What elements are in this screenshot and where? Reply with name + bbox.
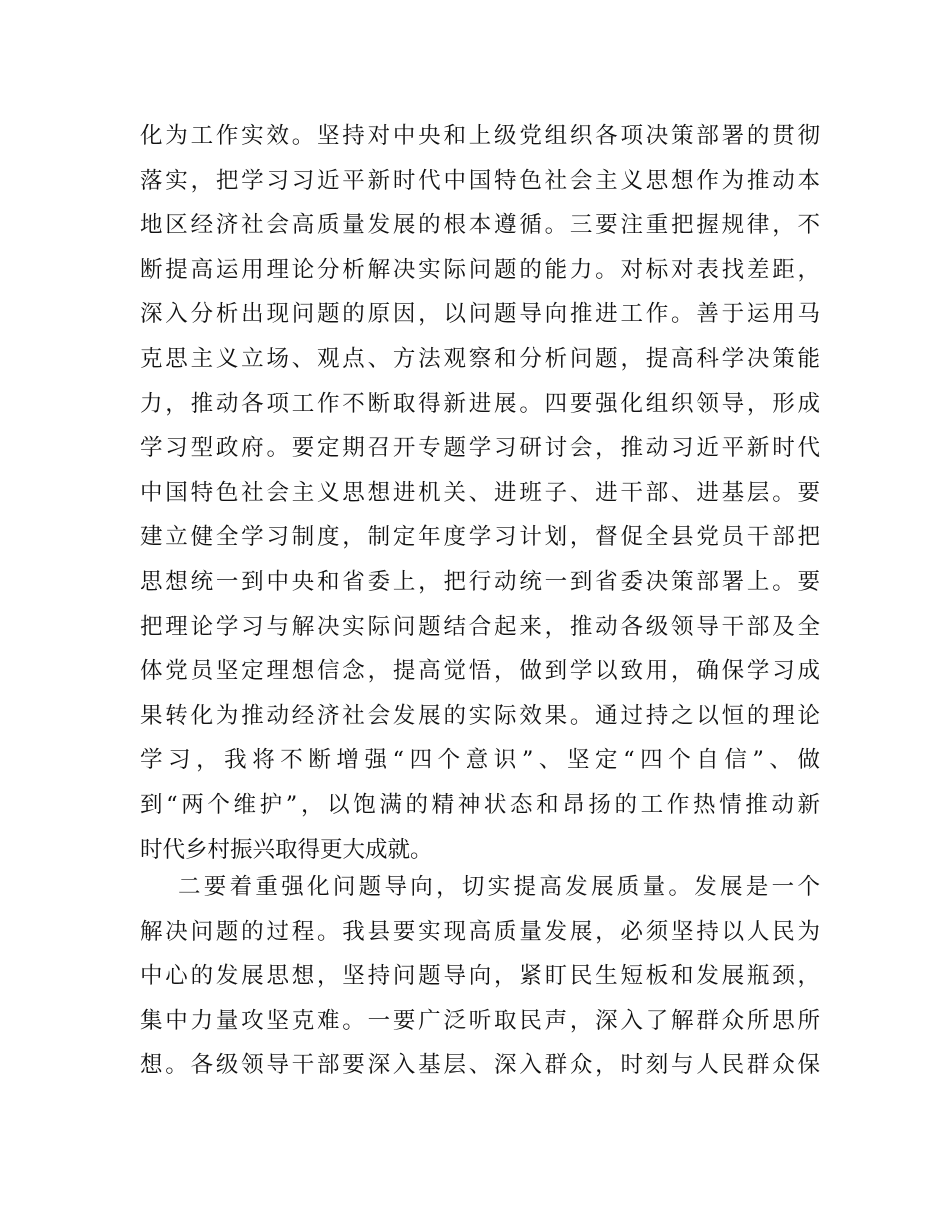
- paragraph-line: 学习，我将不断增强“四个意识”、坚定“四个自信”、做: [140, 747, 820, 774]
- paragraph-line: 体党员坚定理想信念，提高觉悟，做到学以致用，确保学习成: [140, 658, 820, 685]
- paragraph-line: 建立健全学习制度，制定年度学习计划，督促全县党员干部把: [140, 524, 820, 551]
- paragraph-line: 思想统一到中央和省委上，把行动统一到省委决策部署上。要: [140, 568, 820, 595]
- paragraph-line: 时代乡村振兴取得更大成就。: [140, 836, 433, 863]
- paragraph-line: 化为工作实效。坚持对中央和上级党组织各项决策部署的贯彻: [140, 123, 820, 149]
- paragraph-line: 深入分析出现问题的原因，以问题导向推进工作。善于运用马: [140, 301, 820, 328]
- body-paragraph-1: [140, 114, 820, 872]
- paragraph-line: 落实，把学习习近平新时代中国特色社会主义思想作为推动本: [140, 167, 820, 194]
- paragraph-line: 地区经济社会高质量发展的根本遵循。三要注重把握规律，不: [140, 212, 820, 239]
- paragraph-line: 把理论学习与解决实际问题结合起来，推动各级领导干部及全: [140, 613, 820, 640]
- paragraph-line: 中心的发展思想，坚持问题导向，紧盯民生短板和发展瓶颈，: [140, 963, 820, 990]
- paragraph-line: 集中力量攻坚克难。一要广泛听取民声，深入了解群众所思所: [140, 1007, 820, 1034]
- paragraph-line: 想。各级领导干部要深入基层、深入群众，时刻与人民群众保: [140, 1052, 820, 1079]
- paragraph-line: 断提高运用理论分析解决实际问题的能力。对标对表找差距，: [140, 256, 820, 283]
- paragraph-line: 克思主义立场、观点、方法观察和分析问题，提高科学决策能: [140, 345, 820, 372]
- paragraph-line: 解决问题的过程。我县要实现高质量发展，必须坚持以人民为: [140, 918, 820, 945]
- paragraph-line: 到“两个维护”，以饱满的精神状态和昂扬的工作热情推动新: [140, 791, 820, 818]
- body-paragraph-2: [140, 865, 820, 1088]
- paragraph-line: 力，推动各项工作不断取得新进展。四要强化组织领导，形成: [140, 390, 820, 417]
- paragraph-line: 中国特色社会主义思想进机关、进班子、进干部、进基层。要: [140, 479, 820, 506]
- paragraph-line: 学习型政府。要定期召开专题学习研讨会，推动习近平新时代: [140, 435, 820, 462]
- paragraph-line: 果转化为推动经济社会发展的实际效果。通过持之以恒的理论: [140, 702, 820, 729]
- paragraph-line: 二要着重强化问题导向，切实提高发展质量。发展是一个: [178, 874, 820, 900]
